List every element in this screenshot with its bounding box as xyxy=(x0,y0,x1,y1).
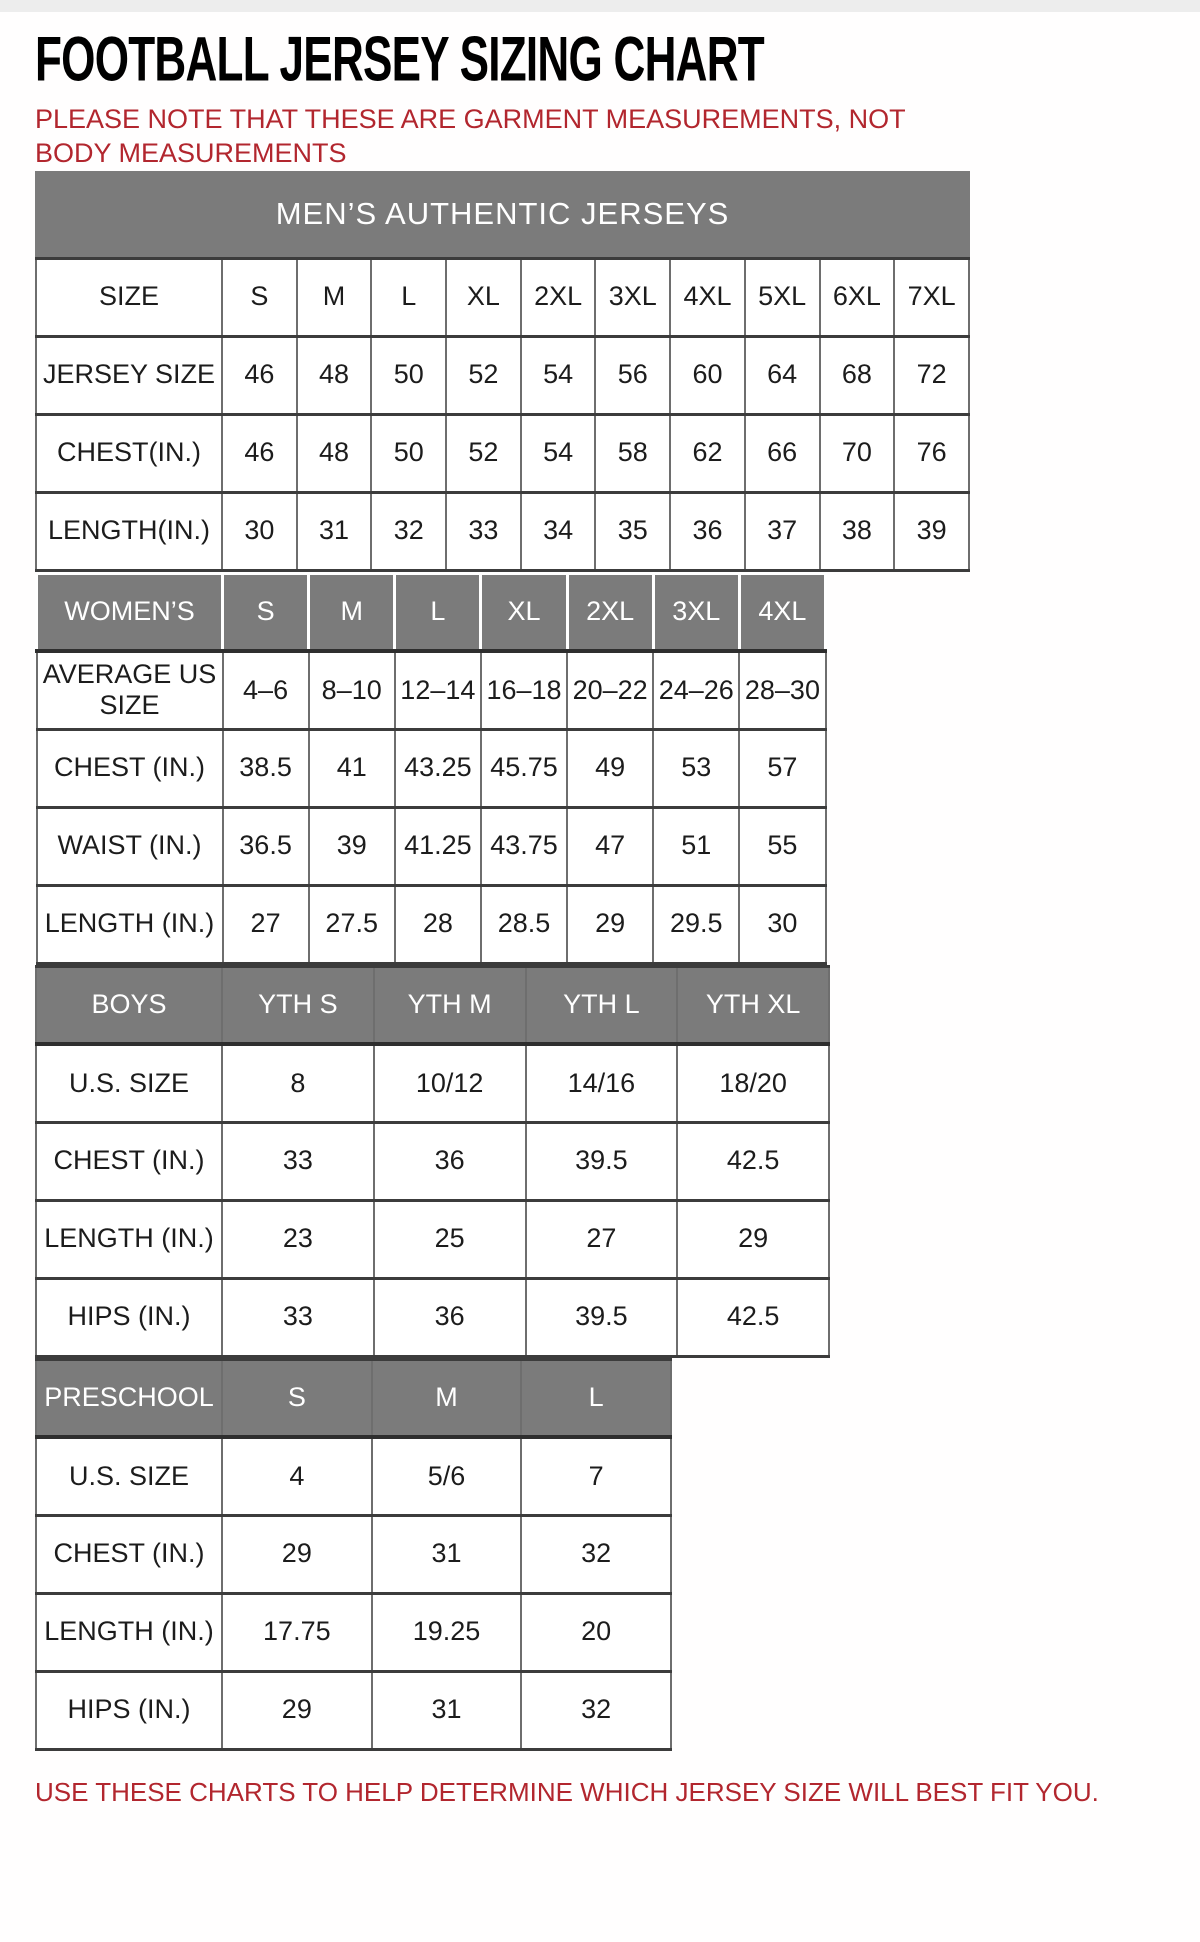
value-cell: 27 xyxy=(223,885,309,963)
value-cell: 50 xyxy=(371,336,446,414)
mens-table xyxy=(35,257,970,572)
value-cell: 38.5 xyxy=(223,729,309,807)
row-label: JERSEY SIZE xyxy=(36,336,222,414)
value-cell: 46 xyxy=(222,336,297,414)
value-cell: 34 xyxy=(521,492,596,570)
value-cell: 41.25 xyxy=(395,807,481,885)
value-cell: 23 xyxy=(222,1200,374,1278)
value-cell: 31 xyxy=(297,492,372,570)
page-title: FOOTBALL JERSEY SIZING CHART xyxy=(35,24,764,95)
value-cell: 52 xyxy=(446,414,521,492)
value-cell: 45.75 xyxy=(481,729,567,807)
table-row xyxy=(36,1278,829,1356)
corner-cell: PRESCHOOL xyxy=(36,1359,222,1437)
row-label: LENGTH (IN.) xyxy=(36,1593,222,1671)
corner-cell: BOYS xyxy=(36,966,222,1044)
value-cell: 29 xyxy=(567,885,653,963)
value-cell: 51 xyxy=(653,807,739,885)
header-row xyxy=(36,1359,671,1437)
header-row xyxy=(36,966,829,1044)
table-row xyxy=(37,651,826,729)
value-cell: 54 xyxy=(521,414,596,492)
table-row xyxy=(36,492,969,570)
value-cell: 48 xyxy=(297,336,372,414)
value-cell: 36 xyxy=(670,492,745,570)
value-cell: 24–26 xyxy=(653,651,739,729)
row-label: LENGTH (IN.) xyxy=(36,1200,222,1278)
column-header: M xyxy=(309,573,395,651)
row-label: AVERAGE US SIZE xyxy=(37,651,223,729)
value-cell: 43.25 xyxy=(395,729,481,807)
boys-table xyxy=(35,965,830,1358)
column-header: S xyxy=(222,1359,372,1437)
mens-authentic-jerseys-section xyxy=(35,171,1170,572)
column-header: 4XL xyxy=(670,258,745,336)
corner-cell: WOMEN’S xyxy=(37,573,223,651)
row-label: U.S. SIZE xyxy=(36,1437,222,1515)
row-label: CHEST (IN.) xyxy=(36,1122,222,1200)
row-label: CHEST (IN.) xyxy=(36,1515,222,1593)
column-header: L xyxy=(371,258,446,336)
value-cell: 29 xyxy=(222,1515,372,1593)
table-row xyxy=(36,1044,829,1122)
garment-measurement-note: PLEASE NOTE THAT THESE ARE GARMENT MEASUREMENTS, NOT BODY MEASUREMENTS xyxy=(35,104,906,168)
value-cell: 39.5 xyxy=(526,1122,678,1200)
corner-cell: SIZE xyxy=(36,258,222,336)
value-cell: 56 xyxy=(595,336,670,414)
value-cell: 4 xyxy=(222,1437,372,1515)
column-header: 5XL xyxy=(745,258,820,336)
column-header: XL xyxy=(446,258,521,336)
column-header: S xyxy=(223,573,309,651)
value-cell: 33 xyxy=(222,1278,374,1356)
value-cell: 64 xyxy=(745,336,820,414)
value-cell: 28.5 xyxy=(481,885,567,963)
header-row xyxy=(36,258,969,336)
row-label: WAIST (IN.) xyxy=(37,807,223,885)
value-cell: 14/16 xyxy=(526,1044,678,1122)
table-row xyxy=(36,1200,829,1278)
value-cell: 50 xyxy=(371,414,446,492)
table-row xyxy=(37,807,826,885)
table-row xyxy=(36,1593,671,1671)
value-cell: 57 xyxy=(739,729,825,807)
preschool-table xyxy=(35,1358,672,1751)
value-cell: 72 xyxy=(894,336,969,414)
value-cell: 49 xyxy=(567,729,653,807)
column-header: 3XL xyxy=(595,258,670,336)
value-cell: 33 xyxy=(222,1122,374,1200)
mens-table-container xyxy=(35,257,1170,572)
table-row xyxy=(37,885,826,963)
row-label: LENGTH (IN.) xyxy=(37,885,223,963)
boys-section xyxy=(35,965,1170,1358)
column-header: YTH M xyxy=(374,966,526,1044)
value-cell: 33 xyxy=(446,492,521,570)
value-cell: 39 xyxy=(894,492,969,570)
value-cell: 17.75 xyxy=(222,1593,372,1671)
column-header: XL xyxy=(481,573,567,651)
table-row xyxy=(36,1437,671,1515)
table-row xyxy=(36,1122,829,1200)
value-cell: 12–14 xyxy=(395,651,481,729)
value-cell: 4–6 xyxy=(223,651,309,729)
value-cell: 66 xyxy=(745,414,820,492)
value-cell: 54 xyxy=(521,336,596,414)
value-cell: 20 xyxy=(521,1593,671,1671)
column-header: S xyxy=(222,258,297,336)
column-header: M xyxy=(372,1359,522,1437)
value-cell: 27.5 xyxy=(309,885,395,963)
value-cell: 28 xyxy=(395,885,481,963)
value-cell: 28–30 xyxy=(739,651,825,729)
column-header: 3XL xyxy=(653,573,739,651)
value-cell: 60 xyxy=(670,336,745,414)
value-cell: 32 xyxy=(521,1515,671,1593)
value-cell: 42.5 xyxy=(677,1122,829,1200)
value-cell: 36.5 xyxy=(223,807,309,885)
column-header: L xyxy=(395,573,481,651)
mens-table-banner: MEN’S AUTHENTIC JERSEYS xyxy=(35,171,970,257)
value-cell: 52 xyxy=(446,336,521,414)
row-label: CHEST(IN.) xyxy=(36,414,222,492)
header-row xyxy=(37,573,826,651)
value-cell: 39.5 xyxy=(526,1278,678,1356)
womens-section xyxy=(35,572,1170,965)
column-header: M xyxy=(297,258,372,336)
column-header: YTH XL xyxy=(677,966,829,1044)
value-cell: 18/20 xyxy=(677,1044,829,1122)
value-cell: 29.5 xyxy=(653,885,739,963)
value-cell: 38 xyxy=(820,492,895,570)
row-label: CHEST (IN.) xyxy=(37,729,223,807)
value-cell: 20–22 xyxy=(567,651,653,729)
value-cell: 42.5 xyxy=(677,1278,829,1356)
value-cell: 29 xyxy=(222,1671,372,1749)
value-cell: 58 xyxy=(595,414,670,492)
value-cell: 62 xyxy=(670,414,745,492)
value-cell: 48 xyxy=(297,414,372,492)
row-label: HIPS (IN.) xyxy=(36,1671,222,1749)
row-label: LENGTH(IN.) xyxy=(36,492,222,570)
value-cell: 29 xyxy=(677,1200,829,1278)
table-row xyxy=(36,336,969,414)
top-strip xyxy=(0,0,1200,12)
value-cell: 36 xyxy=(374,1122,526,1200)
value-cell: 30 xyxy=(222,492,297,570)
value-cell: 32 xyxy=(521,1671,671,1749)
column-header: 2XL xyxy=(521,258,596,336)
value-cell: 19.25 xyxy=(372,1593,522,1671)
table-row xyxy=(37,729,826,807)
footer-text: USE THESE CHARTS TO HELP DETERMINE WHICH JERSEY SIZE WILL BEST FIT YOU. xyxy=(35,1776,1099,1807)
value-cell: 46 xyxy=(222,414,297,492)
value-cell: 43.75 xyxy=(481,807,567,885)
value-cell: 31 xyxy=(372,1515,522,1593)
value-cell: 7 xyxy=(521,1437,671,1515)
value-cell: 55 xyxy=(739,807,825,885)
value-cell: 5/6 xyxy=(372,1437,522,1515)
column-header: L xyxy=(521,1359,671,1437)
row-label: HIPS (IN.) xyxy=(36,1278,222,1356)
column-header: 6XL xyxy=(820,258,895,336)
table-row xyxy=(36,1515,671,1593)
value-cell: 10/12 xyxy=(374,1044,526,1122)
value-cell: 31 xyxy=(372,1671,522,1749)
value-cell: 36 xyxy=(374,1278,526,1356)
value-cell: 25 xyxy=(374,1200,526,1278)
value-cell: 47 xyxy=(567,807,653,885)
value-cell: 37 xyxy=(745,492,820,570)
value-cell: 39 xyxy=(309,807,395,885)
value-cell: 32 xyxy=(371,492,446,570)
column-header: YTH L xyxy=(526,966,678,1044)
value-cell: 8–10 xyxy=(309,651,395,729)
column-header: YTH S xyxy=(222,966,374,1044)
value-cell: 27 xyxy=(526,1200,678,1278)
value-cell: 35 xyxy=(595,492,670,570)
preschool-section xyxy=(35,1358,1170,1751)
table-row xyxy=(36,1671,671,1749)
table-row xyxy=(36,414,969,492)
column-header: 7XL xyxy=(894,258,969,336)
value-cell: 8 xyxy=(222,1044,374,1122)
value-cell: 16–18 xyxy=(481,651,567,729)
column-header: 2XL xyxy=(567,573,653,651)
column-header: 4XL xyxy=(739,573,825,651)
value-cell: 70 xyxy=(820,414,895,492)
row-label: U.S. SIZE xyxy=(36,1044,222,1122)
womens-table xyxy=(35,572,827,965)
value-cell: 30 xyxy=(739,885,825,963)
value-cell: 68 xyxy=(820,336,895,414)
value-cell: 53 xyxy=(653,729,739,807)
value-cell: 41 xyxy=(309,729,395,807)
value-cell: 76 xyxy=(894,414,969,492)
